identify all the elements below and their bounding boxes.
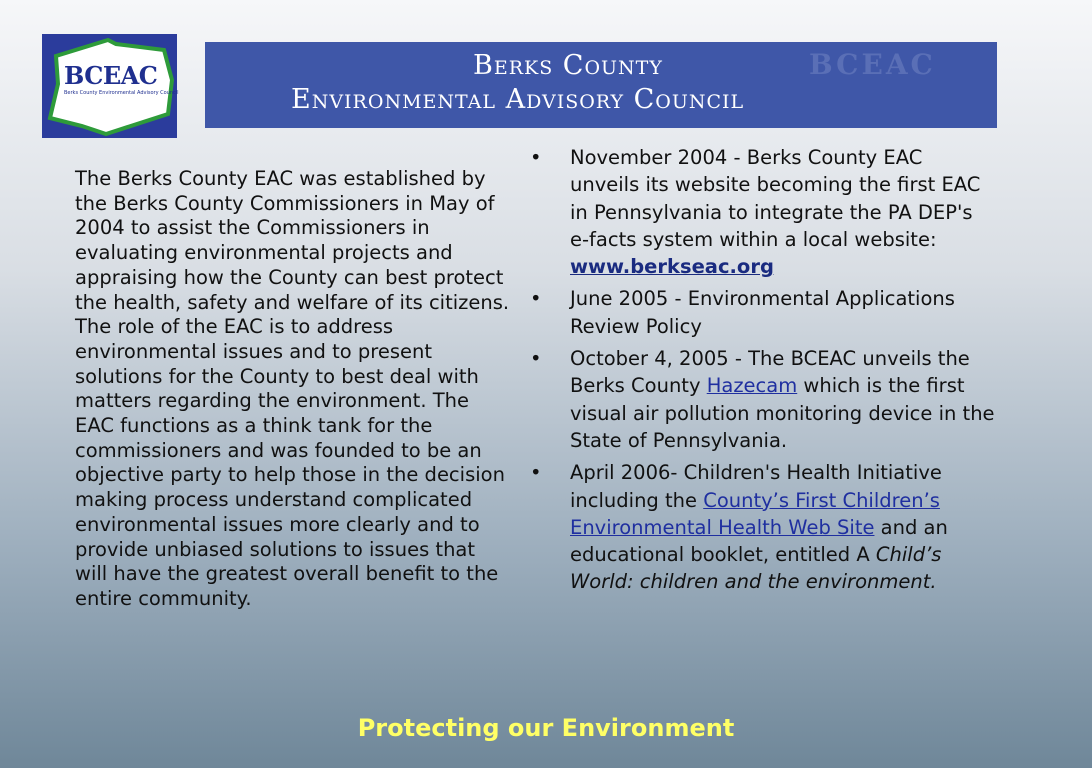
booklet-title: Child’s World: children and the environment. bbox=[570, 543, 942, 594]
hazecam-link[interactable]: Hazecam bbox=[706, 374, 798, 398]
website-link[interactable]: www.berkseac.org bbox=[570, 255, 774, 279]
item-text: October 4, 2005 - The BCEAC unveils the Berks County bbox=[570, 347, 970, 398]
list-item bbox=[530, 285, 995, 340]
bullet-icon: • bbox=[530, 347, 542, 371]
item-text: June 2005 - Environmental Applications Review Policy bbox=[570, 287, 955, 338]
logo-subtitle: Berks County Environmental Advisory Council bbox=[64, 90, 179, 96]
header-banner bbox=[205, 42, 997, 128]
item-text-after: which is the first visual air pollution monitoring device in the State of Pennsylvania. bbox=[570, 374, 995, 452]
list-item bbox=[530, 345, 995, 454]
list-item bbox=[530, 459, 995, 595]
item-text-after: and an educational booklet, entitled A bbox=[570, 515, 948, 567]
bullet-icon: • bbox=[530, 461, 542, 485]
milestone-list bbox=[530, 144, 995, 601]
banner-title-line1: Berks County bbox=[473, 50, 663, 81]
health-website-link[interactable]: County’s First Children’s Environmental Health Web Site bbox=[570, 488, 940, 539]
item-text: November 2004 - Berks County EAC unveils its website becoming the first EAC in Pennsylvania to integrate the PA DEP's e-facts system within a local website: bbox=[570, 146, 981, 251]
bullet-icon: • bbox=[530, 287, 542, 311]
bceac-logo bbox=[42, 34, 177, 138]
intro-paragraph: The Berks County EAC was established by the Berks County Commissioners in May of 2004 to assist the Commissioners in evaluating environmental projects and appraising how the County can best protect the health, safety and welfare of its citizens. The role of the EAC is to address environmental issues and to present solutions for the County to best deal with matters regarding the environment. The EAC functions as a think tank for the commissioners and was founded to be an objective party to help those in the decision making process understand complicated environmental issues more clearly and to provide unbiased solutions to issues that will have the greatest overall benefit to the entire community. bbox=[75, 167, 510, 610]
item-text: April 2006- Children's Health Initiative including the bbox=[570, 461, 942, 512]
bullet-icon: • bbox=[530, 146, 542, 169]
banner-watermark: BCEAC bbox=[809, 48, 936, 81]
footer-tagline: Protecting our Environment bbox=[357, 714, 735, 742]
logo-acronym: BCEAC bbox=[64, 61, 158, 90]
list-item bbox=[530, 144, 995, 280]
banner-title-line2: Environmental Advisory Council bbox=[291, 84, 745, 115]
